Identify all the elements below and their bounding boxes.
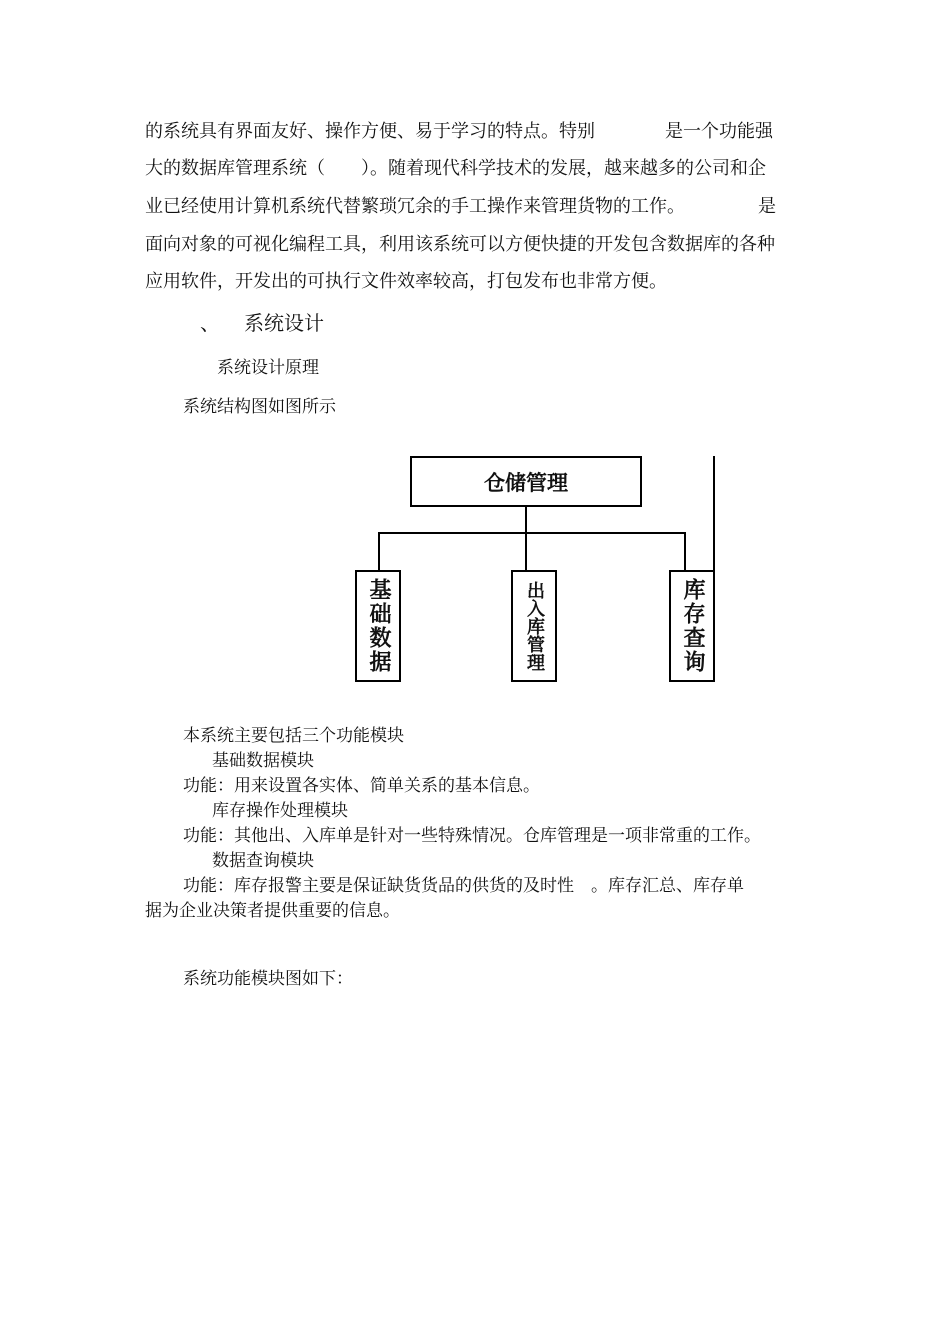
function-diagram-caption: 系统功能模块图如下： (183, 969, 353, 989)
intro-line-1 (145, 121, 773, 143)
diagram-child-basic-data-label: 基础数据 (366, 578, 391, 674)
intro-line-4: 面向对象的可视化编程工具，利用该系统可以方便快捷的开发包含数据库的各种 (145, 234, 775, 255)
diagram-child-inout (511, 570, 557, 682)
diagram-root-label: 仓储管理 (484, 470, 568, 495)
connector-right (684, 532, 686, 570)
intro-line-1-b: 是一个功能强 (665, 121, 773, 142)
intro-line-2: 大的数据库管理系统（ ）。随着现代科学技术的发展，越来越多的公司和企 (145, 158, 766, 179)
diagram-child-query-label: 库存查询 (680, 578, 705, 674)
intro-line-3-a: 业已经使用计算机系统代替繁琐冗余的手工操作来管理货物的工作。 (145, 196, 685, 217)
border-line-right (713, 456, 715, 682)
connector-left (378, 532, 380, 570)
modules-intro: 本系统主要包括三个功能模块 (183, 726, 404, 746)
connector-middle (525, 532, 527, 570)
diagram-child-query (669, 570, 715, 682)
intro-line-5: 应用软件，开发出的可执行文件效率较高，打包发布也非常方便。 (145, 271, 667, 292)
structure-caption: 系统结构图如图所示 (183, 397, 336, 417)
section-separator: 、 (200, 311, 220, 335)
module-2-title: 库存操作处理模块 (212, 801, 348, 821)
intro-line-1-a: 的系统具有界面友好、操作方便、易于学习的特点。特别 (145, 121, 595, 142)
module-2-desc: 功能：其他出、入库单是针对一些特殊情况。仓库管理是一项非常重的工作。 (183, 826, 761, 846)
intro-line-3-b: 是 (758, 196, 776, 217)
module-1-title: 基础数据模块 (212, 751, 314, 771)
section-title: 系统设计 (244, 311, 324, 335)
connector-root-stem (525, 507, 527, 533)
diagram-root-box (410, 456, 642, 507)
diagram-child-basic-data (355, 570, 401, 682)
diagram-child-inout-label: 出入库管理 (524, 581, 545, 671)
module-3-desc-a: 功能：库存报警主要是保证缺货货品的供货的及时性 。库存汇总、库存单 (183, 876, 744, 896)
section-heading (200, 310, 324, 336)
module-1-desc: 功能：用来设置各实体、简单关系的基本信息。 (183, 776, 540, 796)
module-3-title: 数据查询模块 (212, 851, 314, 871)
connector-horizontal (378, 532, 686, 534)
section-subtitle: 系统设计原理 (217, 358, 319, 378)
intro-line-3 (145, 196, 776, 218)
module-3-desc-b: 据为企业决策者提供重要的信息。 (145, 901, 400, 921)
